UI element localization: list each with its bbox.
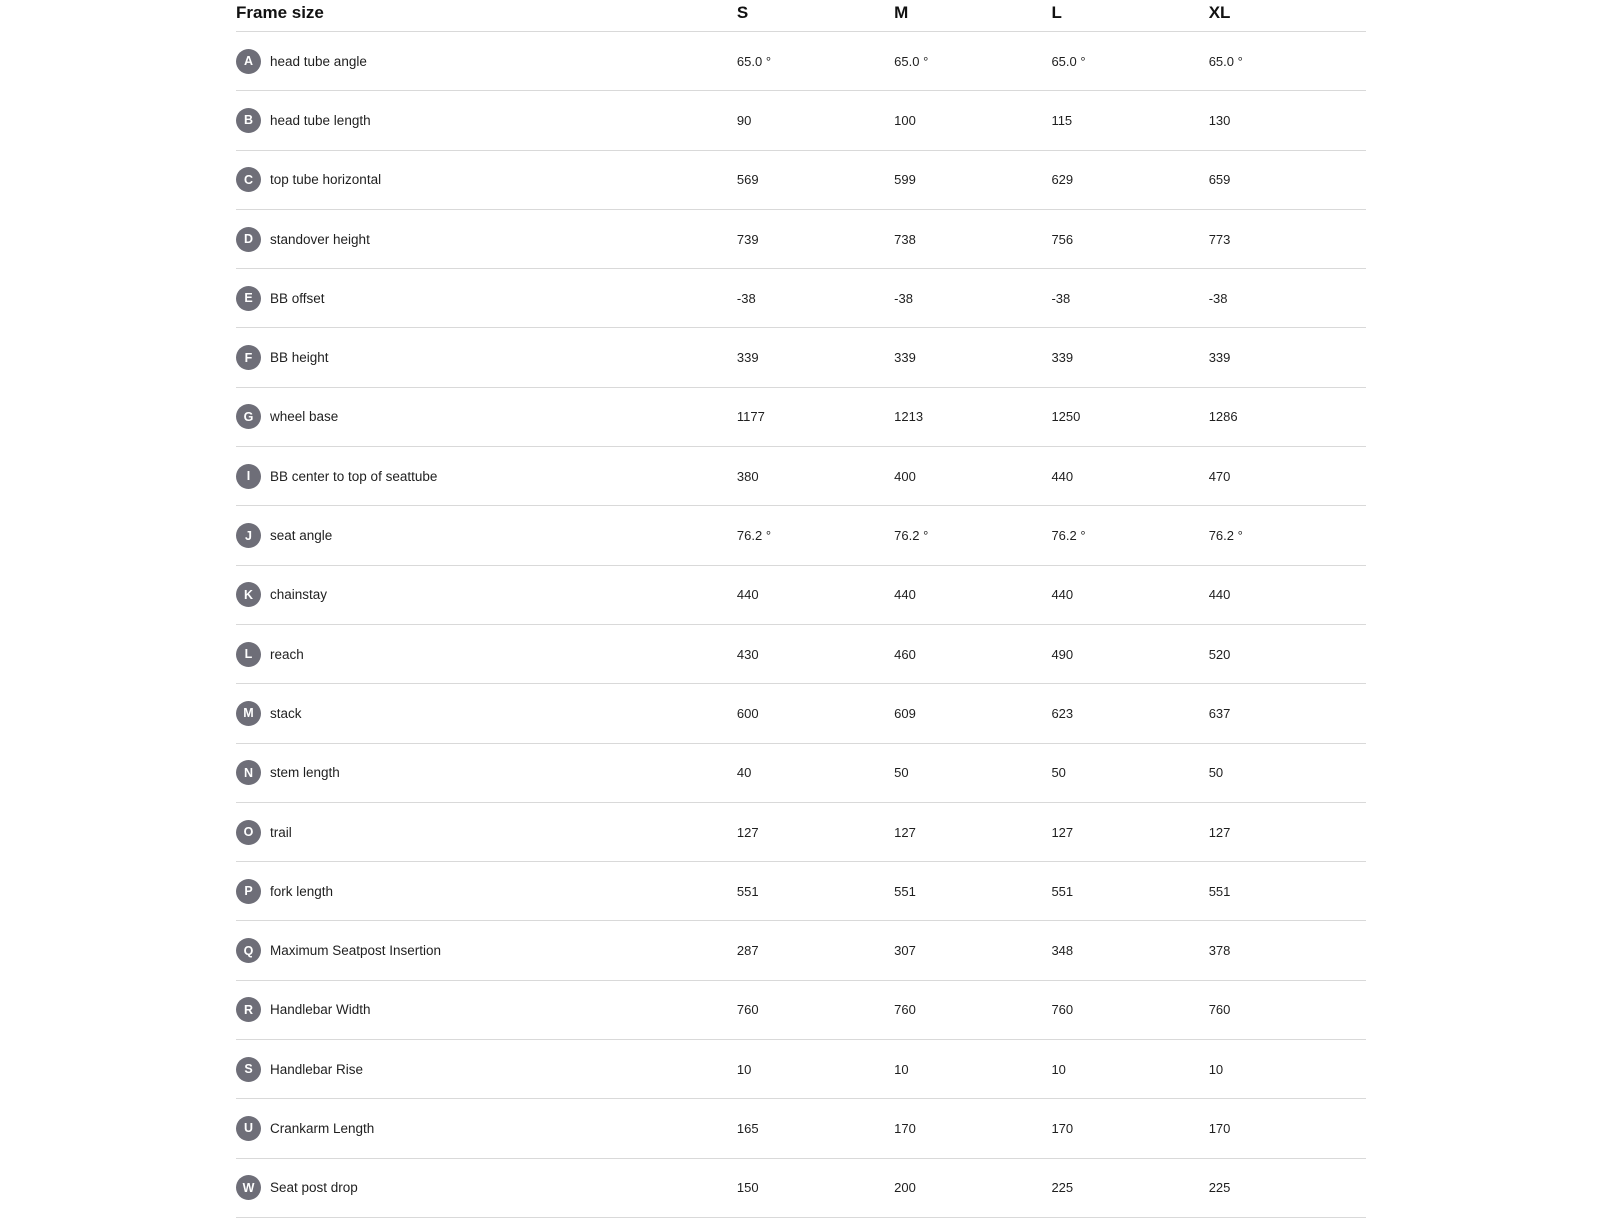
table-header — [236, 0, 1366, 32]
measurement-letter-badge: I — [236, 464, 261, 489]
value-cell-s: 600 — [736, 705, 759, 721]
value-cell-s: 165 — [736, 1120, 759, 1136]
value-cell-l: 115 — [1051, 112, 1073, 128]
value-cell-m: 65.0 ° — [894, 53, 929, 69]
table-row — [236, 862, 1366, 921]
value-cell-s: 76.2 ° — [736, 528, 772, 544]
value-cell-s: 551 — [736, 883, 759, 899]
table-row — [236, 32, 1366, 91]
measurement-letter-badge: M — [236, 701, 261, 726]
table-row — [236, 506, 1366, 565]
value-cell-m: 50 — [894, 765, 909, 781]
measurement-name: BB offset — [270, 290, 325, 306]
value-cell-s: 40 — [736, 765, 752, 781]
value-cell-s: 150 — [736, 1180, 759, 1196]
value-cell-m: 1213 — [894, 409, 924, 425]
frame-size-heading: Frame size — [236, 2, 324, 22]
value-cell-s: -38 — [736, 290, 756, 306]
value-cell-xl: 659 — [1208, 172, 1231, 188]
value-cell-l: 629 — [1051, 172, 1074, 188]
value-cell-m: 599 — [894, 172, 916, 188]
value-cell-xl: 637 — [1208, 705, 1231, 721]
measurement-name: standover height — [270, 231, 370, 247]
value-cell-m: 100 — [894, 112, 916, 128]
value-cell-l: 440 — [1051, 468, 1074, 484]
table-row — [236, 803, 1366, 862]
measurement-name: top tube horizontal — [270, 172, 382, 188]
value-cell-xl: 130 — [1208, 112, 1231, 128]
value-cell-m: 609 — [894, 705, 916, 721]
measurement-letter-badge: N — [236, 760, 261, 785]
row-label — [236, 1057, 737, 1082]
value-cell-s: 10 — [736, 1061, 752, 1077]
table-row — [236, 269, 1366, 328]
value-cell-m: 551 — [894, 883, 916, 899]
table-row — [236, 981, 1366, 1040]
measurement-name: seat angle — [270, 528, 333, 544]
size-column-l: L — [1051, 2, 1062, 22]
value-cell-s: 430 — [736, 646, 759, 662]
value-cell-m: 10 — [894, 1061, 909, 1077]
value-cell-l: 225 — [1051, 1180, 1074, 1196]
measurement-letter-badge: B — [236, 108, 261, 133]
measurement-name: head tube angle — [270, 53, 367, 69]
row-label — [236, 108, 737, 133]
value-cell-m: 339 — [894, 350, 916, 366]
value-cell-l: 623 — [1051, 705, 1074, 721]
value-cell-m: 760 — [894, 1002, 916, 1018]
measurement-letter-badge: K — [236, 582, 261, 607]
table-row — [236, 151, 1366, 210]
value-cell-m: 127 — [894, 824, 916, 840]
row-label — [236, 1175, 737, 1200]
size-column-m: M — [894, 2, 909, 22]
measurement-name: stem length — [270, 765, 340, 781]
measurement-name: Handlebar Rise — [270, 1061, 364, 1077]
value-cell-s: 287 — [736, 943, 759, 959]
value-cell-s: 90 — [736, 112, 752, 128]
value-cell-l: 348 — [1051, 943, 1074, 959]
row-label — [236, 1116, 737, 1141]
value-cell-l: 551 — [1051, 883, 1074, 899]
value-cell-s: 65.0 ° — [736, 53, 772, 69]
row-label — [236, 938, 737, 963]
value-cell-m: 307 — [894, 943, 916, 959]
row-label — [236, 464, 737, 489]
value-cell-m: 200 — [894, 1180, 916, 1196]
table-row — [236, 1159, 1366, 1218]
measurement-letter-badge: A — [236, 49, 261, 74]
value-cell-m: 440 — [894, 587, 916, 603]
value-cell-l: 440 — [1051, 587, 1074, 603]
measurement-letter-badge: P — [236, 879, 261, 904]
table-row — [236, 566, 1366, 625]
value-cell-l: 756 — [1051, 231, 1074, 247]
table-row — [236, 921, 1366, 980]
size-column-s: S — [736, 2, 749, 22]
value-cell-s: 1177 — [736, 409, 765, 425]
value-cell-xl: 339 — [1208, 350, 1231, 366]
measurement-name: Seat post drop — [270, 1180, 358, 1196]
row-label — [236, 642, 737, 667]
measurement-name: stack — [270, 705, 302, 721]
value-cell-m: 76.2 ° — [894, 528, 929, 544]
value-cell-xl: 551 — [1208, 883, 1231, 899]
row-label — [236, 345, 737, 370]
row-label — [236, 760, 737, 785]
value-cell-xl: 1286 — [1208, 409, 1238, 425]
value-cell-l: 339 — [1051, 350, 1074, 366]
row-label — [236, 820, 737, 845]
value-cell-xl: 470 — [1208, 468, 1231, 484]
value-cell-l: 127 — [1051, 824, 1074, 840]
table-row — [236, 328, 1366, 387]
value-cell-s: 739 — [736, 231, 759, 247]
measurement-name: Handlebar Width — [270, 1002, 371, 1018]
value-cell-xl: 760 — [1208, 1002, 1231, 1018]
value-cell-xl: 127 — [1208, 824, 1231, 840]
table-row — [236, 1040, 1366, 1099]
measurement-letter-badge: F — [236, 345, 261, 370]
table-row — [236, 684, 1366, 743]
measurement-name: trail — [270, 824, 292, 840]
measurement-name: reach — [270, 646, 304, 662]
table-row — [236, 91, 1366, 150]
value-cell-s: 760 — [736, 1002, 759, 1018]
row-label — [236, 997, 737, 1022]
value-cell-m: 738 — [894, 231, 916, 247]
table-row — [236, 744, 1366, 803]
row-label — [236, 49, 737, 74]
value-cell-xl: 378 — [1208, 943, 1231, 959]
row-label — [236, 523, 737, 548]
table-row — [236, 388, 1366, 447]
row-label — [236, 167, 737, 192]
measurement-name: wheel base — [270, 409, 339, 425]
table-row — [236, 447, 1366, 506]
value-cell-m: -38 — [894, 290, 913, 306]
table-row — [236, 1099, 1366, 1158]
value-cell-l: 1250 — [1051, 409, 1081, 425]
value-cell-xl: 10 — [1208, 1061, 1224, 1077]
value-cell-s: 339 — [736, 350, 759, 366]
measurement-letter-badge: J — [236, 523, 261, 548]
measurement-letter-badge: W — [236, 1175, 261, 1200]
row-label — [236, 227, 737, 252]
value-cell-xl: 773 — [1208, 231, 1231, 247]
table-row — [236, 625, 1366, 684]
value-cell-l: 50 — [1051, 765, 1066, 781]
value-cell-xl: 50 — [1208, 765, 1224, 781]
value-cell-l: 760 — [1051, 1002, 1074, 1018]
measurement-name: fork length — [270, 883, 334, 899]
measurement-name: Maximum Seatpost Insertion — [270, 943, 442, 959]
measurement-name: chainstay — [270, 587, 328, 603]
value-cell-s: 380 — [736, 468, 759, 484]
value-cell-s: 127 — [736, 824, 759, 840]
row-label — [236, 879, 737, 904]
row-label — [236, 701, 737, 726]
measurement-letter-badge: R — [236, 997, 261, 1022]
row-label — [236, 286, 737, 311]
measurement-letter-badge: Q — [236, 938, 261, 963]
measurement-letter-badge: U — [236, 1116, 261, 1141]
measurement-name: Crankarm Length — [270, 1120, 375, 1136]
measurement-letter-badge: O — [236, 820, 261, 845]
value-cell-m: 170 — [894, 1120, 916, 1136]
value-cell-xl: 76.2 ° — [1208, 528, 1243, 544]
measurement-letter-badge: D — [236, 227, 261, 252]
value-cell-l: 65.0 ° — [1051, 53, 1086, 69]
size-column-xl: XL — [1208, 2, 1231, 22]
measurement-name: BB center to top of seattube — [270, 468, 438, 484]
value-cell-xl: 520 — [1208, 646, 1231, 662]
value-cell-l: 490 — [1051, 646, 1074, 662]
measurement-letter-badge: C — [236, 167, 261, 192]
measurement-name: BB height — [270, 350, 329, 366]
row-label — [236, 582, 737, 607]
value-cell-xl: 170 — [1208, 1120, 1231, 1136]
value-cell-xl: 440 — [1208, 587, 1231, 603]
table-body — [236, 32, 1366, 1218]
measurement-letter-badge: G — [236, 404, 261, 429]
value-cell-xl: -38 — [1208, 290, 1228, 306]
row-label — [236, 404, 737, 429]
value-cell-l: 170 — [1051, 1120, 1074, 1136]
table-row — [236, 210, 1366, 269]
value-cell-l: 10 — [1051, 1061, 1066, 1077]
value-cell-xl: 225 — [1208, 1180, 1231, 1196]
value-cell-s: 569 — [736, 172, 759, 188]
value-cell-l: 76.2 ° — [1051, 528, 1086, 544]
measurement-letter-badge: E — [236, 286, 261, 311]
measurement-letter-badge: L — [236, 642, 261, 667]
value-cell-xl: 65.0 ° — [1208, 53, 1243, 69]
measurement-letter-badge: S — [236, 1057, 261, 1082]
value-cell-m: 460 — [894, 646, 916, 662]
value-cell-s: 440 — [736, 587, 759, 603]
measurement-name: head tube length — [270, 112, 371, 128]
geometry-table — [236, 0, 1366, 1218]
value-cell-m: 400 — [894, 468, 916, 484]
value-cell-l: -38 — [1051, 290, 1071, 306]
